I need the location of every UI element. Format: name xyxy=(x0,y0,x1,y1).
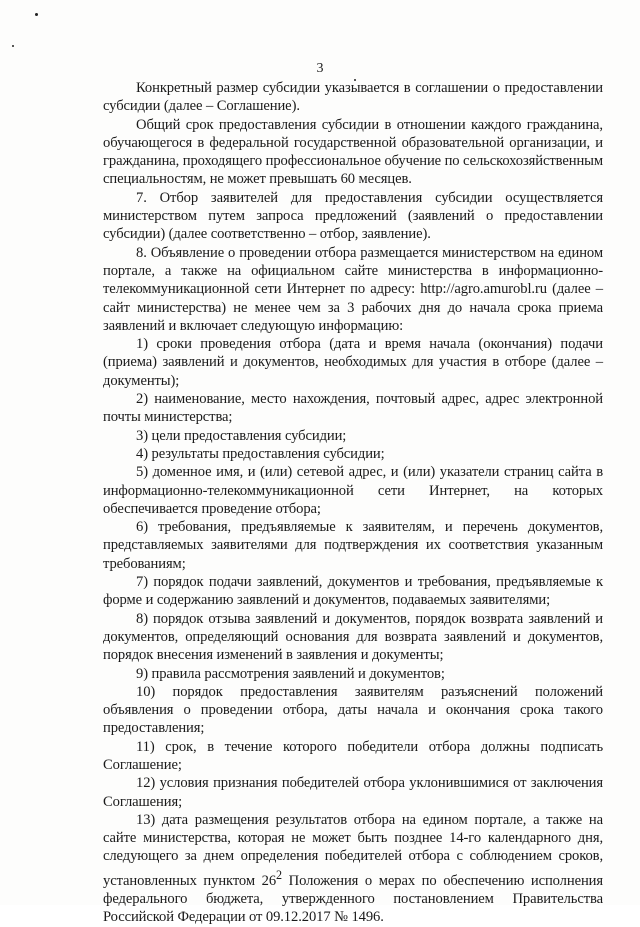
list-item-13-text-continued: Положения о мерах по обеспечению исполнения федерального бюджета, утвержденного постановлением Правительства Российской Федерации от 09.12.2017 № 1496. xyxy=(103,872,603,926)
page-number: 3 xyxy=(316,61,324,76)
list-item-4: 4) результаты предоставления субсидии; xyxy=(136,445,385,462)
list-item-2: 2) наименование, место нахождения, почтовый адрес, адрес электронной почты министерства; xyxy=(103,391,603,426)
list-item-1: 1) сроки проведения отбора (дата и время начала (окончания) подачи (приема) заявлений и документов, необходимых для участия в отборе (далее – документы); xyxy=(103,336,603,389)
list-item-11: 11) срок, в течение которого победители отбора должны подписать Соглашение; xyxy=(103,738,603,773)
list-item-7: 7) порядок подачи заявлений, документов и требования, предъявляемые к форме и содержанию заявлений и документов, подаваемых заявителями; xyxy=(103,574,603,609)
paragraph-subsidy-size: Конкретный размер субсидии указывается в соглашении о предоставлении субсидии (далее – Соглашение). xyxy=(103,80,603,115)
scan-speck xyxy=(12,45,14,47)
paragraph-total-term: Общий срок предоставления субсидии в отношении каждого гражданина, обучающегося в федеральной государственной образовательной организации, и гражданина, проходящего профессиональное обучение по сельскохозяйственным специальностям, не может превышать 60 месяцев. xyxy=(103,116,603,188)
list-item-5: 5) доменное имя, и (или) сетевой адрес, и (или) указатели страниц сайта в информационно-телекоммуникационной сети Интернет, на которых обеспечивается проведение отбора; xyxy=(103,464,603,517)
list-item-13-text: 13) дата размещения результатов отбора на едином портале, а также на сайте министерства, которая не может быть позднее 14-го календарного дня, следующего за днем определения победителей отбора с соблюдением сроков, установленных пунктом 26 xyxy=(103,811,603,889)
paragraph-item-7: 7. Отбор заявителей для предоставления субсидии осуществляется министерством путем запроса предложений (заявлений о предоставлении субсидии) (далее соответственно – отбор, заявление). xyxy=(103,189,603,243)
list-item-6: 6) требования, предъявляемые к заявителям, и перечень документов, представляемых заявителями для подтверждения их соответствия указанным требованиям; xyxy=(103,519,603,572)
list-item-13 xyxy=(103,811,603,927)
list-item-9: 9) правила рассмотрения заявлений и документов; xyxy=(136,665,445,682)
list-item-12: 12) условия признания победителей отбора уклонившимися от заключения Соглашения; xyxy=(103,775,603,810)
list-item-8: 8) порядок отзыва заявлений и документов, порядок возврата заявлений и документов, определяющий основания для возврата заявлений и документов, порядок внесения изменений в заявления и документы; xyxy=(103,610,603,664)
list-item-3: 3) цели предоставления субсидии; xyxy=(136,427,347,444)
list-item-10: 10) порядок предоставления заявителям разъяснений положений объявления о проведении отбора, даты начала и окончания срока такого предоставления; xyxy=(103,683,603,737)
document-body xyxy=(103,79,603,927)
footnote-superscript: 2 xyxy=(276,867,282,882)
scan-speck xyxy=(35,13,38,16)
paragraph-item-8: 8. Объявление о проведении отбора размещается министерством на едином портале, а также на официальном сайте министерства в информационно-телекоммуникационной сети Интернет по адресу: http://agro.amurobl.ru (далее – сайт министерства) не менее чем за 3 рабочих дня до начала срока приема заявлений и включает следующую информацию: xyxy=(103,244,603,334)
